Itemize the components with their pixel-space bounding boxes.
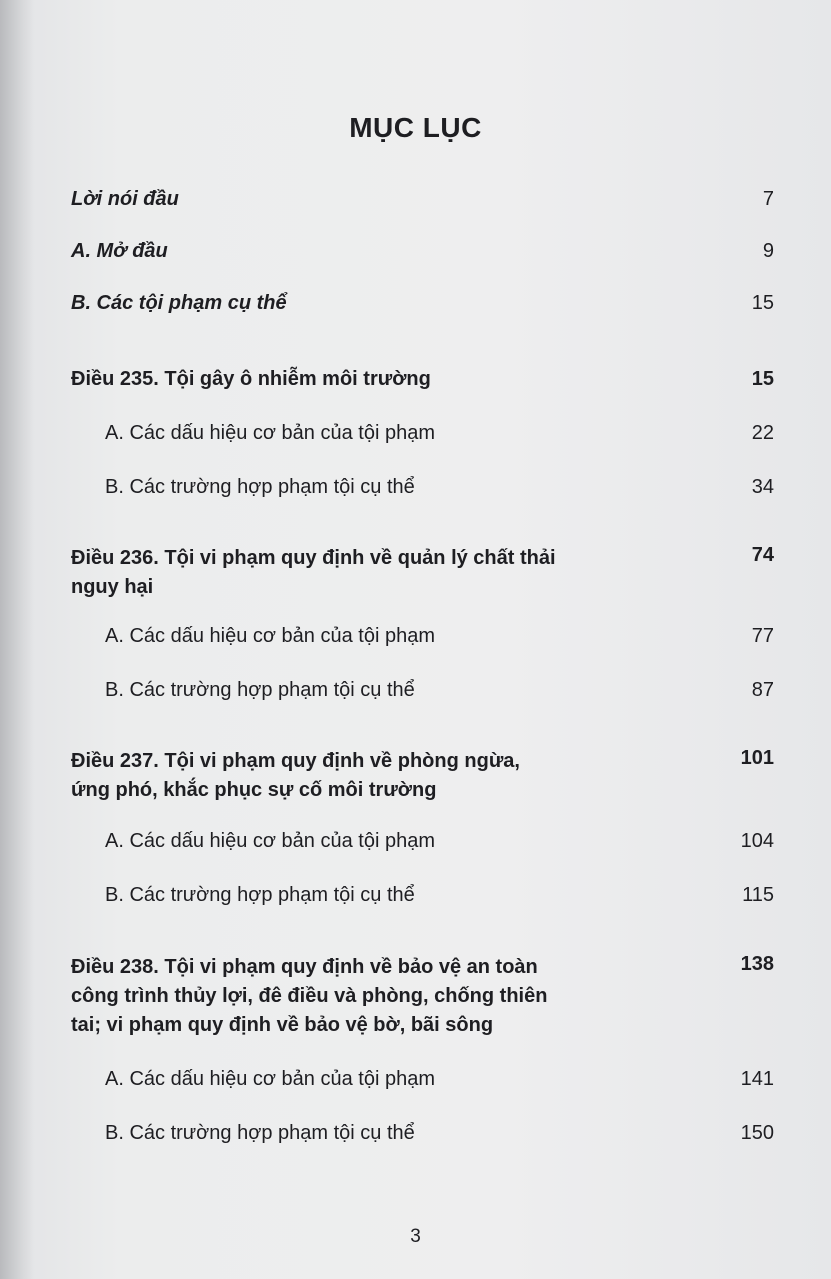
toc-entry-page: 101 xyxy=(740,747,774,769)
toc-subentry-page: 104 xyxy=(740,830,774,852)
toc-subentry-label: B. Các trường hợp phạm tội cụ thể xyxy=(105,679,415,701)
toc-entry-page: 74 xyxy=(751,544,774,566)
toc-entry-page: 15 xyxy=(751,368,774,390)
toc-subentry-label: A. Các dấu hiệu cơ bản của tội phạm xyxy=(105,1068,435,1090)
toc-subentry-label: B. Các trường hợp phạm tội cụ thể xyxy=(105,1122,415,1144)
book-spine-shadow xyxy=(0,0,34,1279)
toc-subentry-label: B. Các trường hợp phạm tội cụ thể xyxy=(105,476,415,498)
toc-entry-label: Điều 238. Tội vi phạm quy định về bảo vệ an toàn công trình thủy lợi, đê điều và phòng, chống thiên tai; vi phạm quy định về bảo vệ bờ, bãi sông xyxy=(71,956,548,1036)
toc-entry-page: 15 xyxy=(751,292,774,314)
toc-subentry-label: A. Các dấu hiệu cơ bản của tội phạm xyxy=(105,830,435,852)
toc-subentry-page: 141 xyxy=(740,1068,774,1090)
toc-subentry-label: A. Các dấu hiệu cơ bản của tội phạm xyxy=(105,625,435,647)
page-number: 3 xyxy=(410,1226,421,1247)
toc-subentry-page: 87 xyxy=(751,679,774,701)
toc-subentry-page: 115 xyxy=(742,884,774,906)
toc-subentry-label: B. Các trường hợp phạm tội cụ thể xyxy=(105,884,415,906)
toc-entry-label: Điều 236. Tội vi phạm quy định về quản lý chất thải nguy hại xyxy=(71,547,556,598)
toc-subentry-page: 22 xyxy=(751,422,774,444)
toc-entry-page: 9 xyxy=(762,240,774,262)
toc-entry-label: B. Các tội phạm cụ thể xyxy=(71,292,287,314)
toc-entry-label: Điều 235. Tội gây ô nhiễm môi trường xyxy=(71,368,431,390)
toc-entry-label: Lời nói đầu xyxy=(71,188,179,210)
toc-subentry-label: A. Các dấu hiệu cơ bản của tội phạm xyxy=(105,422,435,444)
toc-entry-page: 138 xyxy=(740,953,774,975)
toc-entry-label: Điều 237. Tội vi phạm quy định về phòng ngừa, ứng phó, khắc phục sự cố môi trường xyxy=(71,750,520,801)
toc-entry-page: 7 xyxy=(762,188,774,210)
toc-subentry-page: 34 xyxy=(751,476,774,498)
page-title: MỤC LỤC xyxy=(349,112,482,143)
toc-subentry-page: 77 xyxy=(751,625,774,647)
toc-subentry-page: 150 xyxy=(740,1122,774,1144)
toc-entry-label: A. Mở đầu xyxy=(71,240,168,262)
